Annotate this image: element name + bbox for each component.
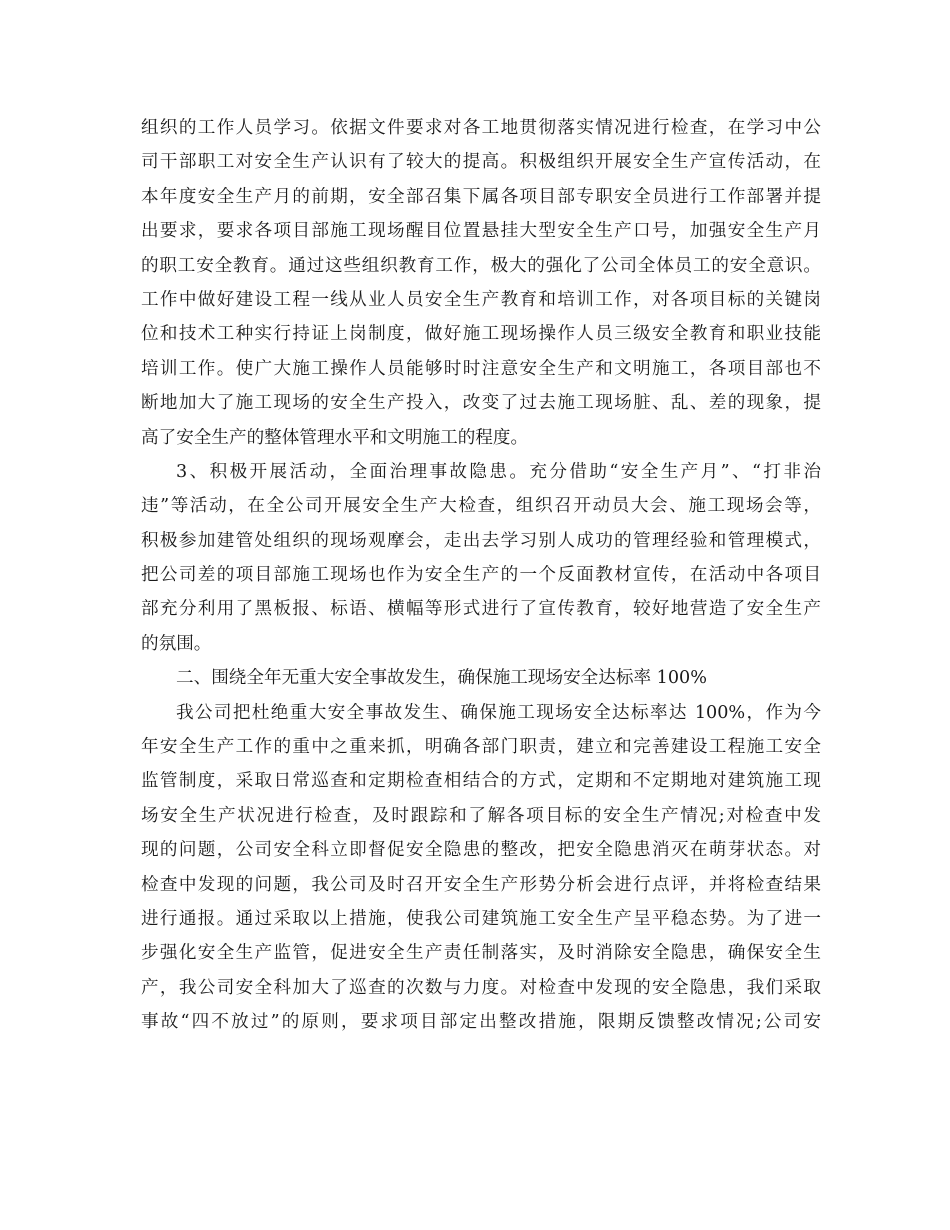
text-line: 我公司把杜绝重大安全事故发生、确保施工现场安全达标率达 100%，作为今 xyxy=(176,702,821,723)
text-line: 工作中做好建设工程一线从业人员安全生产教育和培训工作，对各项目标的关键岗 xyxy=(141,289,821,310)
text-line: 事故“四不放过”的原则，要求项目部定出整改措施，限期反馈整改情况;公司安 xyxy=(141,1012,821,1033)
text-line: 断地加大了施工现场的安全生产投入，改变了过去施工现场脏、乱、差的现象，提 xyxy=(141,393,821,414)
text-line: 组织的工作人员学习。依据文件要求对各工地贯彻落实情况进行检查，在学习中公 xyxy=(141,118,821,138)
text-line: 的职工安全教育。通过这些组织教育工作，极大的强化了公司全体员工的安全意识。 xyxy=(141,255,821,276)
section-heading: 二、围绕全年无重大安全事故发生，确保施工现场安全达标率 100% xyxy=(176,668,707,689)
text-line: 培训工作。使广大施工操作人员能够时时注意安全生产和文明施工，各项目部也不 xyxy=(141,358,821,379)
text-line: 监管制度，采取日常巡查和定期检查相结合的方式，定期和不定期地对建筑施工现 xyxy=(141,771,821,792)
text-line: 步强化安全生产监管，促进安全生产责任制落实，及时消除安全隐患，确保安全生 xyxy=(141,943,821,964)
text-line: 3、积极开展活动，全面治理事故隐患。充分借助“安全生产月”、“打非治 xyxy=(176,461,821,482)
text-line: 本年度安全生产月的前期，安全部召集下属各项目部专职安全员进行工作部署并提 xyxy=(141,186,821,207)
text-line: 场安全生产状况进行检查，及时跟踪和了解各项目标的安全生产情况;对检查中发 xyxy=(141,805,821,826)
text-line: 年安全生产工作的重中之重来抓，明确各部门职责，建立和完善建设工程施工安全 xyxy=(141,737,821,758)
text-line: 违”等活动，在全公司开展安全生产大检查，组织召开动员大会、施工现场会等， xyxy=(141,496,821,517)
text-line: 高了安全生产的整体管理水平和文明施工的程度。 xyxy=(141,427,529,448)
document-body xyxy=(141,111,821,1040)
text-line: 检查中发现的问题，我公司及时召开安全生产形势分析会进行点评，并将检查结果 xyxy=(141,874,821,895)
text-line: 现的问题，公司安全科立即督促安全隐患的整改，把安全隐患消灭在萌芽状态。对 xyxy=(141,840,821,861)
text-line: 积极参加建管处组织的现场观摩会，走出去学习别人成功的管理经验和管理模式， xyxy=(141,530,821,551)
text-line: 出要求，要求各项目部施工现场醒目位置悬挂大型安全生产口号，加强安全生产月 xyxy=(141,221,821,242)
text-line: 把公司差的项目部施工现场也作为安全生产的一个反面教材宣传，在活动中各项目 xyxy=(141,565,821,586)
text-line: 的氛围。 xyxy=(141,633,212,654)
text-line: 产，我公司安全科加大了巡查的次数与力度。对检查中发现的安全隐患，我们采取 xyxy=(141,977,821,998)
text-line: 位和技术工种实行持证上岗制度，做好施工现场操作人员三级安全教育和职业技能 xyxy=(141,324,821,345)
text-line: 司干部职工对安全生产认识有了较大的提高。积极组织开展安全生产宣传活动，在 xyxy=(141,152,821,173)
text-line: 进行通报。通过采取以上措施，使我公司建筑施工安全生产呈平稳态势。为了进一 xyxy=(141,908,821,929)
text-line: 部充分利用了黑板报、标语、横幅等形式进行了宣传教育，较好地营造了安全生产 xyxy=(141,599,821,620)
